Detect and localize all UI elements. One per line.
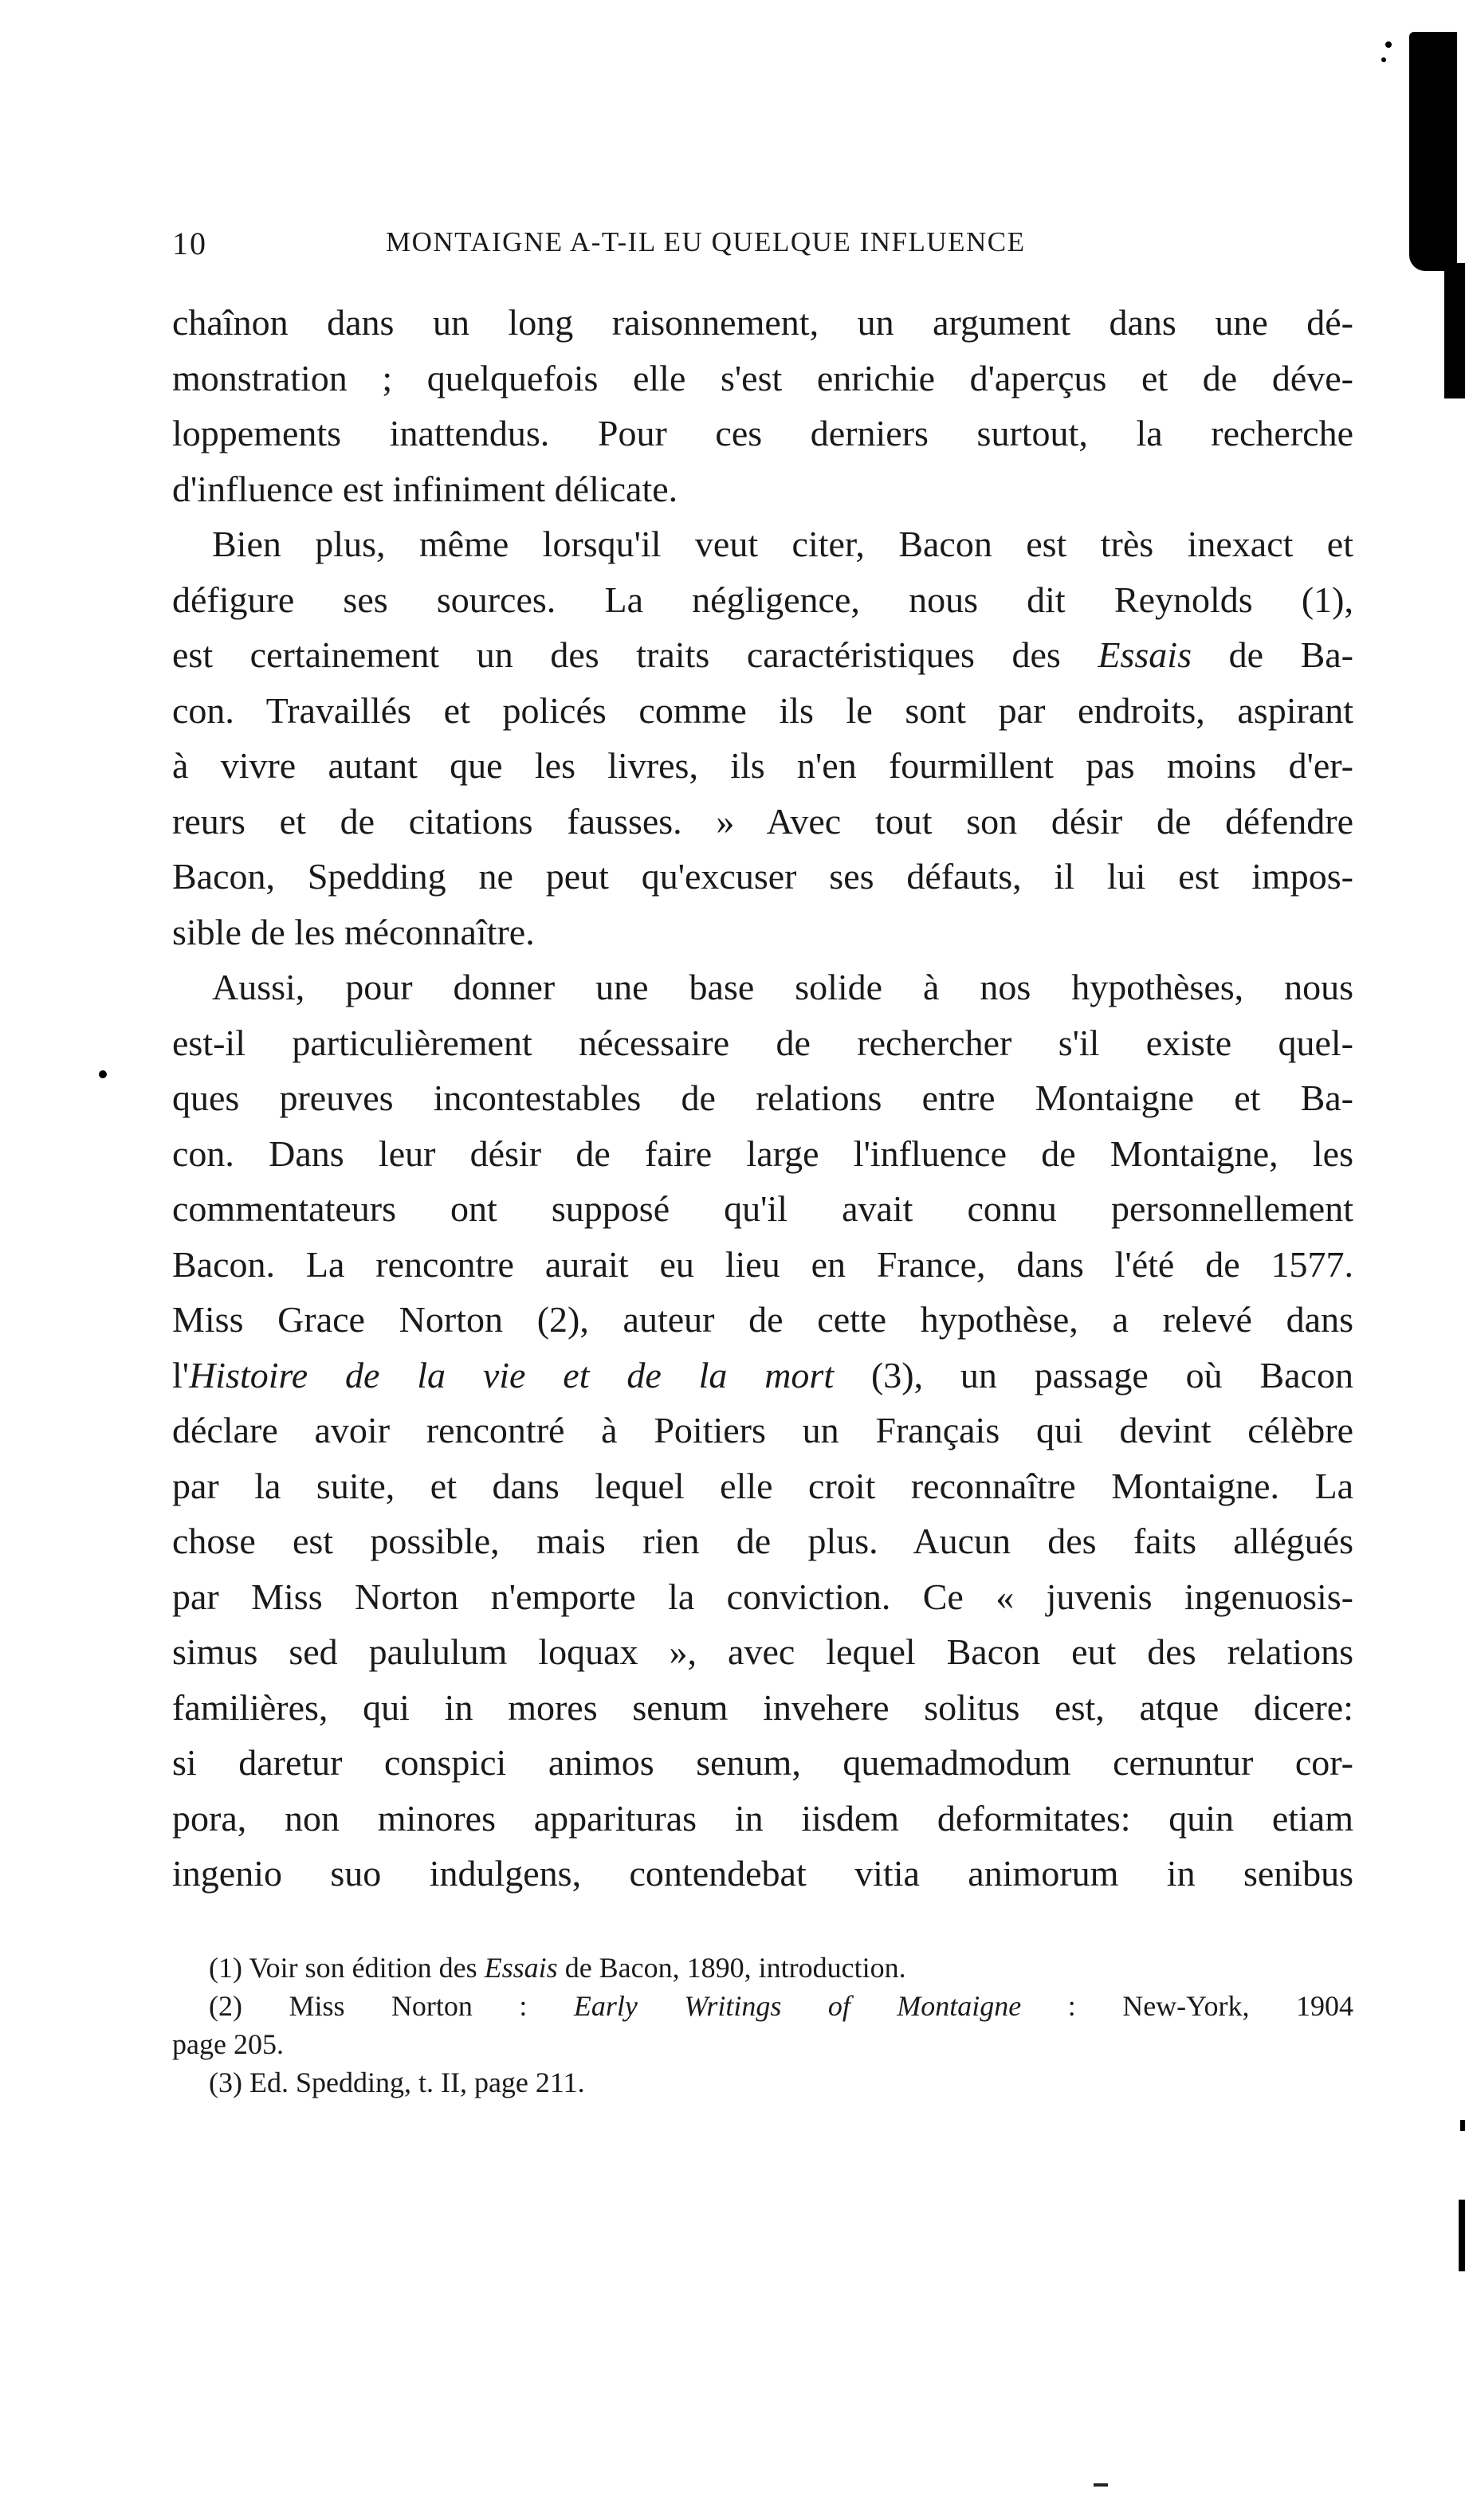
scan-mark	[1460, 2120, 1465, 2131]
text-line: par la suite, et dans lequel elle croit reconnaître Montaigne. La	[172, 1465, 1353, 1506]
text-line: Bacon, Spedding ne peut qu'excuser ses défauts, il lui est impos-	[172, 856, 1353, 897]
text-line: loppements inattendus. Pour ces derniers surtout, la recherche	[172, 413, 1353, 453]
scan-edge-shadow-lower	[1444, 263, 1465, 398]
text-line: familières, qui in mores senum invehere solitus est, atque dicere:	[172, 1686, 1353, 1728]
footnote-text: (1) Voir son édition des	[209, 1952, 485, 1984]
margin-dot	[99, 1070, 107, 1078]
text-line: Bacon. La rencontre aurait eu lieu en France, dans l'été de 1577.	[172, 1243, 1353, 1285]
footnotes	[172, 1949, 1353, 2102]
text-line: ingenio suo indulgens, contendebat vitia animorum in senibus	[172, 1853, 1353, 1894]
text-line: commentateurs ont supposé qu'il avait connu personnellement	[172, 1188, 1353, 1229]
text-line: con. Travaillés et policés comme ils le sont par endroits, aspirant	[172, 689, 1353, 731]
footnote-text: : New-York, 1904	[1021, 1990, 1354, 2022]
text-line: d'influence est infiniment délicate.	[172, 468, 678, 509]
scan-speck	[1385, 41, 1392, 48]
text-line: Miss Grace Norton (2), auteur de cette hypothèse, a relevé dans	[172, 1299, 1353, 1340]
body-text	[172, 295, 1353, 1902]
italic-title: Essais	[1098, 634, 1192, 675]
text-run: (3), un passage où Bacon	[834, 1354, 1353, 1395]
text-line: si daretur conspici animos senum, quemadmodum cernuntur cor-	[172, 1742, 1353, 1783]
text-line: con. Dans leur désir de faire large l'influence de Montaigne, les	[172, 1132, 1353, 1174]
italic-title: Histoire de la vie et de la mort	[189, 1354, 835, 1395]
text-line: défigure ses sources. La négligence, nous dit Reynolds (1),	[172, 579, 1353, 620]
text-line: reurs et de citations fausses. » Avec tout son désir de défendre	[172, 800, 1353, 842]
scan-edge-shadow	[1409, 32, 1457, 271]
footnote-1	[172, 1949, 1353, 1987]
footnote-italic: Essais	[484, 1952, 558, 1984]
footnote-text: de Bacon, 1890, introduction.	[557, 1952, 906, 1984]
footnote-2	[172, 1987, 1353, 2025]
text-line: Bien plus, même lorsqu'il veut citer, Bacon est très inexact et	[212, 524, 1353, 564]
text-run: l'	[172, 1354, 190, 1395]
footnote-italic: Early Writings of Montaigne	[573, 1990, 1022, 2022]
text-line: monstration ; quelquefois elle s'est enrichie d'aperçus et de déve-	[172, 357, 1353, 398]
text-line: déclare avoir rencontré à Poitiers un Français qui devint célèbre	[172, 1410, 1353, 1450]
footnote-3: (3) Ed. Spedding, t. II, page 211.	[209, 2067, 585, 2098]
scan-speck	[1381, 57, 1386, 62]
text-run: est certainement un des traits caractéristiques des	[172, 634, 1098, 675]
scan-mark	[1459, 2200, 1465, 2271]
text-line-with-italic	[172, 1348, 1353, 1403]
footnote-2-continued: page 205.	[172, 2028, 284, 2060]
text-line: est-il particulièrement nécessaire de rechercher s'il existe quel-	[172, 1022, 1353, 1063]
text-line: sible de les méconnaître.	[172, 911, 535, 952]
scan-mark	[1459, 335, 1465, 357]
text-line: à vivre autant que les livres, ils n'en fourmillent pas moins d'er-	[172, 745, 1353, 786]
text-line: chaînon dans un long raisonnement, un argument dans une dé-	[172, 302, 1353, 343]
running-title: MONTAIGNE A-T-IL EU QUELQUE INFLUENCE	[386, 226, 1026, 257]
text-line: pora, non minores apparituras in iisdem deformitates: quin etiam	[172, 1797, 1353, 1839]
text-line: chose est possible, mais rien de plus. Aucun des faits allégués	[172, 1521, 1353, 1561]
text-line: ques preuves incontestables de relations entre Montaigne et Ba-	[172, 1077, 1353, 1118]
text-line: Aussi, pour donner une base solide à nos hypothèses, nous	[212, 967, 1353, 1007]
text-line: par Miss Norton n'emporte la conviction. Ce « juvenis ingenuosis-	[172, 1576, 1353, 1617]
scan-mark	[1457, 287, 1465, 319]
scan-dash-mark	[1094, 2483, 1108, 2487]
page-number: 10	[172, 226, 207, 261]
text-run: de Ba-	[1191, 634, 1353, 675]
text-line: simus sed paululum loquax », avec lequel Bacon eut des relations	[172, 1631, 1353, 1672]
footnote-text: (2) Miss Norton :	[209, 1990, 574, 2022]
text-line-with-italic	[172, 627, 1353, 683]
